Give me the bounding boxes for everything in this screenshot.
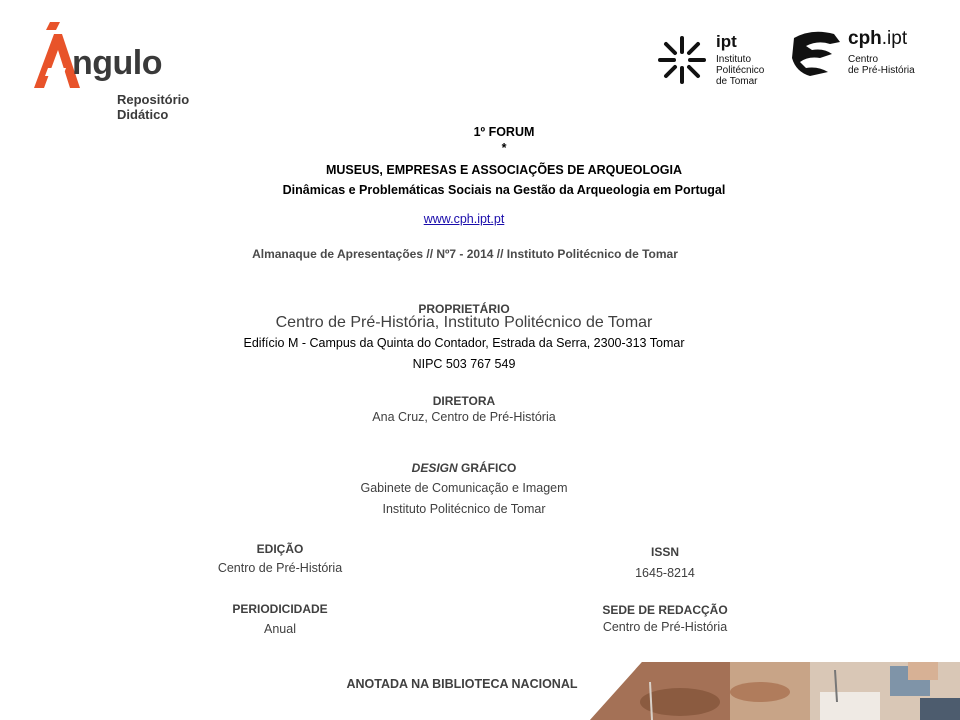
- ipt-star-icon: [656, 34, 708, 86]
- ipt-wordmark: ipt: [716, 32, 737, 51]
- sede-label: SEDE DE REDACÇÃO: [602, 603, 728, 617]
- diretora-value: Ana Cruz, Centro de Pré-História: [372, 410, 556, 424]
- cph-wordmark: cph.ipt: [848, 28, 908, 49]
- proprietario-address: Edifício M - Campus da Quinta do Contador, Estrada da Serra, 2300-313 Tomar: [243, 336, 685, 350]
- footer-note: ANOTADA NA BIBLIOTECA NACIONAL: [346, 677, 578, 691]
- cph-sub-1: Centro: [848, 54, 879, 65]
- excavation-photo-image: [590, 662, 960, 720]
- forum-title: 1º FORUM: [473, 125, 535, 139]
- ipt-sub-3: de Tomar: [716, 76, 758, 87]
- ipt-sub-2: Politécnico: [716, 65, 765, 76]
- edicao-label: EDIÇÃO: [256, 542, 304, 556]
- website-link-wrap: [0, 210, 928, 228]
- periodicidade-value: Anual: [264, 622, 296, 636]
- issn-label: ISSN: [650, 545, 679, 559]
- issn-value: 1645-8214: [635, 566, 695, 580]
- proprietario-nipc: NIPC 503 767 549: [412, 357, 516, 371]
- design-label: DESIGN GRÁFICO: [411, 461, 517, 475]
- periodicidade-label: PERIODICIDADE: [232, 602, 328, 616]
- main-subtitle: Dinâmicas e Problemáticas Sociais na Gestão da Arqueologia em Portugal: [282, 183, 726, 197]
- cph-logo: [790, 26, 930, 86]
- design-line-1: Gabinete de Comunicação e Imagem: [360, 481, 568, 495]
- cph-sub-2: de Pré-História: [848, 65, 915, 76]
- sede-value: Centro de Pré-História: [602, 620, 728, 634]
- angulo-sub-2: Didático: [117, 107, 169, 122]
- cph-animal-mark-icon: [790, 28, 842, 78]
- ipt-sub-1: Instituto: [716, 54, 752, 65]
- angulo-logo: [32, 20, 212, 125]
- ipt-logo: [656, 30, 776, 90]
- website-link[interactable]: www.cph.ipt.pt: [423, 212, 505, 226]
- main-title: MUSEUS, EMPRESAS E ASSOCIAÇÕES DE ARQUEOLOGIA: [325, 163, 683, 177]
- proprietario-name: Centro de Pré-História, Instituto Politécnico de Tomar: [275, 314, 653, 331]
- proprietario-label: PROPRIETÁRIO: [418, 302, 510, 316]
- almanaque-line: Almanaque de Apresentações // Nº7 - 2014 // Instituto Politécnico de Tomar: [252, 247, 678, 261]
- design-line-2: Instituto Politécnico de Tomar: [382, 502, 546, 516]
- angulo-sub-1: Repositório: [117, 92, 190, 107]
- edicao-value: Centro de Pré-História: [217, 561, 343, 575]
- diretora-label: DIRETORA: [432, 394, 496, 408]
- star-separator: *: [501, 141, 507, 155]
- angulo-wordmark-visible: ngulo: [72, 44, 163, 82]
